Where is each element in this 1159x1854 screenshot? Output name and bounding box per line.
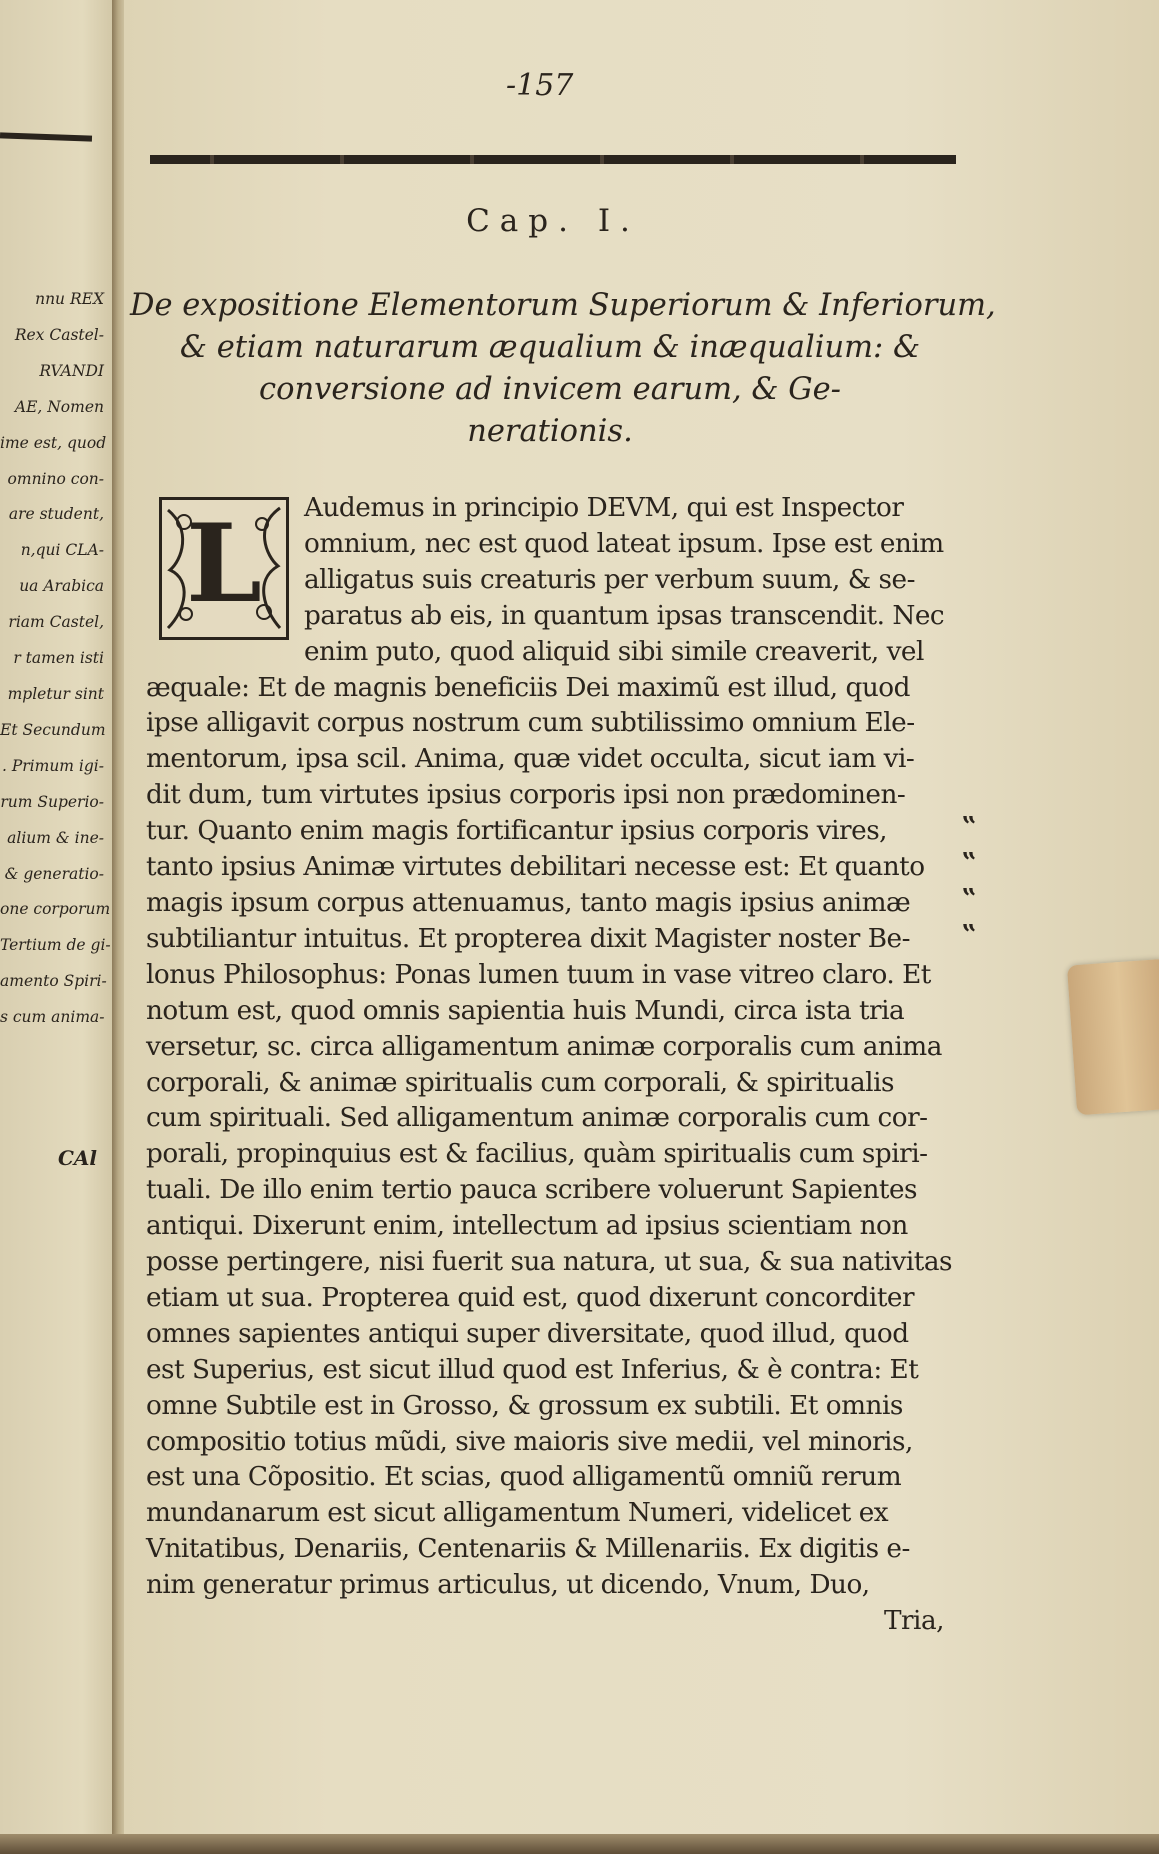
body-line: ipse alligavit corpus nostrum cum subtilissimo omnium Ele- [146, 708, 915, 739]
body-line: antiqui. Dixerunt enim, intellectum ad ipsius scientiam non [146, 1211, 908, 1242]
left-page-signature: CAl [58, 1146, 98, 1170]
header-rule [150, 155, 956, 164]
body-line: omnium, nec est quod lateat ipsum. Ipse est enim [304, 528, 944, 559]
margin-note-line: rum Superio- [0, 792, 104, 811]
body-line: mentorum, ipsa scil. Anima, quæ videt occulta, sicut iam vi- [146, 744, 915, 775]
margin-note-line: omnino con- [7, 469, 104, 488]
initial-letter: L [186, 501, 262, 627]
body-line: est una Cõpositio. Et scias, quod alligamentũ omniũ rerum [146, 1462, 902, 1493]
quote-mark: ‟ [962, 812, 977, 842]
body-line: omne Subtile est in Grosso, & grossum ex subtili. Et omnis [146, 1390, 903, 1421]
margin-note-line: n,qui CLA- [20, 541, 104, 560]
body-line: nim generatur primus articulus, ut dicendo, Vnum, Duo, [146, 1570, 870, 1601]
body-line: Audemus in principio DEVM, qui est Inspector [304, 493, 904, 523]
page-number: -157 [506, 68, 574, 103]
margin-note-line: alium & ine- [7, 828, 104, 847]
body-line: notum est, quod omnis sapientia huis Mundi, circa ista tria [146, 995, 905, 1026]
body-line: Vnitatibus, Denariis, Centenariis & Millenariis. Ex digitis e- [146, 1534, 910, 1565]
body-line: tuali. De illo enim tertio pauca scribere voluerunt Sapientes [146, 1175, 918, 1206]
left-page [0, 0, 118, 1854]
body-line: subtiliantur intuitus. Et propterea dixit Magister noster Be- [146, 923, 910, 954]
margin-note-line: RVANDI [39, 361, 104, 380]
chapter-number: Cap. I. [466, 203, 640, 239]
margin-note-line: ime est, quod [0, 433, 107, 452]
margin-quote-marks [962, 810, 977, 954]
quote-mark: ‟ [962, 883, 977, 914]
margin-note-line: one corporum [0, 900, 111, 919]
margin-note-line: . Primum igi- [1, 756, 104, 775]
margin-note-line: & generatio- [4, 864, 104, 883]
body-line: versetur, sc. circa alligamentum animæ corporalis cum anima [146, 1031, 942, 1062]
body-line: lonus Philosophus: Ponas lumen tuum in vase vitreo claro. Et [146, 959, 931, 990]
body-line: porali, propinquius est & facilius, quàm spiritualis cum spiri- [146, 1139, 928, 1170]
heading-line: & etiam naturarum æqualium & inæqualium: & [179, 330, 921, 365]
body-line: paratus ab eis, in quantum ipsas transcendit. Nec [304, 600, 945, 631]
quote-mark: ‟ [962, 919, 977, 950]
margin-note-line: are student, [8, 505, 104, 524]
heading-line: De expositione Elementorum Superiorum & Inferiorum, [130, 288, 996, 323]
margin-note-line: Rex Castel- [14, 325, 104, 344]
margin-note-line: riam Castel, [8, 613, 104, 632]
margin-note-line: mpletur sint [7, 684, 104, 703]
body-line: etiam ut sua. Propterea quid est, quod dixerunt concorditer [146, 1282, 915, 1313]
margin-note-line: ua Arabica [19, 577, 104, 596]
body-line: mundanarum est sicut alligamentum Numeri, videlicet ex [146, 1498, 889, 1529]
left-page-rule [0, 132, 92, 141]
body-line: enim puto, quod aliquid sibi simile creaverit, vel [304, 636, 924, 667]
body-line: cum spirituali. Sed alligamentum animæ corporalis cum cor- [146, 1103, 928, 1134]
paper-bookmark [1067, 959, 1159, 1116]
body-line: magis ipsum corpus attenuamus, tanto magis ipsius animæ [146, 887, 911, 918]
body-line: omnes sapientes antiqui super diversitate, quod illud, quod [146, 1318, 909, 1349]
left-page-margin-notes [0, 282, 111, 1036]
book-bottom-edge [0, 1834, 1159, 1854]
body-line: tur. Quanto enim magis fortificantur ipsius corporis vires, [146, 816, 888, 847]
body-line: dit dum, tum virtutes ipsius corporis ipsi non prædominen- [146, 780, 906, 811]
body-line: alligatus suis creaturis per verbum suum, & se- [304, 564, 915, 595]
quote-mark: ‟ [962, 847, 977, 878]
body-line: est Superius, est sicut illud quod est Inferius, & è contra: Et [146, 1354, 919, 1385]
margin-note-line: AE, Nomen [14, 397, 104, 416]
body-line: corporali, & animæ spiritualis cum corporali, & spiritualis [146, 1067, 894, 1098]
heading-line: conversione ad invicem earum, & Ge- [259, 372, 841, 407]
margin-note-line: s cum anima- [0, 1008, 105, 1027]
margin-note-line: amento Spiri- [0, 972, 107, 991]
body-line: posse pertingere, nisi fuerit sua natura, ut sua, & sua nativitas [146, 1247, 953, 1278]
chapter-heading [130, 285, 996, 453]
margin-note-line: Et Secundum [0, 720, 106, 739]
heading-line: nerationis. [467, 414, 633, 449]
body-line: tanto ipsius Animæ virtutes debilitari necesse est: Et quanto [146, 852, 925, 883]
body-line: æquale: Et de magnis beneficiis Dei maximũ est illud, quod [146, 672, 910, 703]
body-text [146, 491, 960, 1640]
margin-note-line: r tamen isti [13, 649, 104, 668]
body-line: compositio totius mũdi, sive maioris sive medii, vel minoris, [146, 1426, 913, 1457]
margin-note-line: nnu REX [35, 290, 104, 308]
margin-note-line: Tertium de gi- [0, 936, 111, 955]
catchword: Tria, [883, 1606, 944, 1637]
